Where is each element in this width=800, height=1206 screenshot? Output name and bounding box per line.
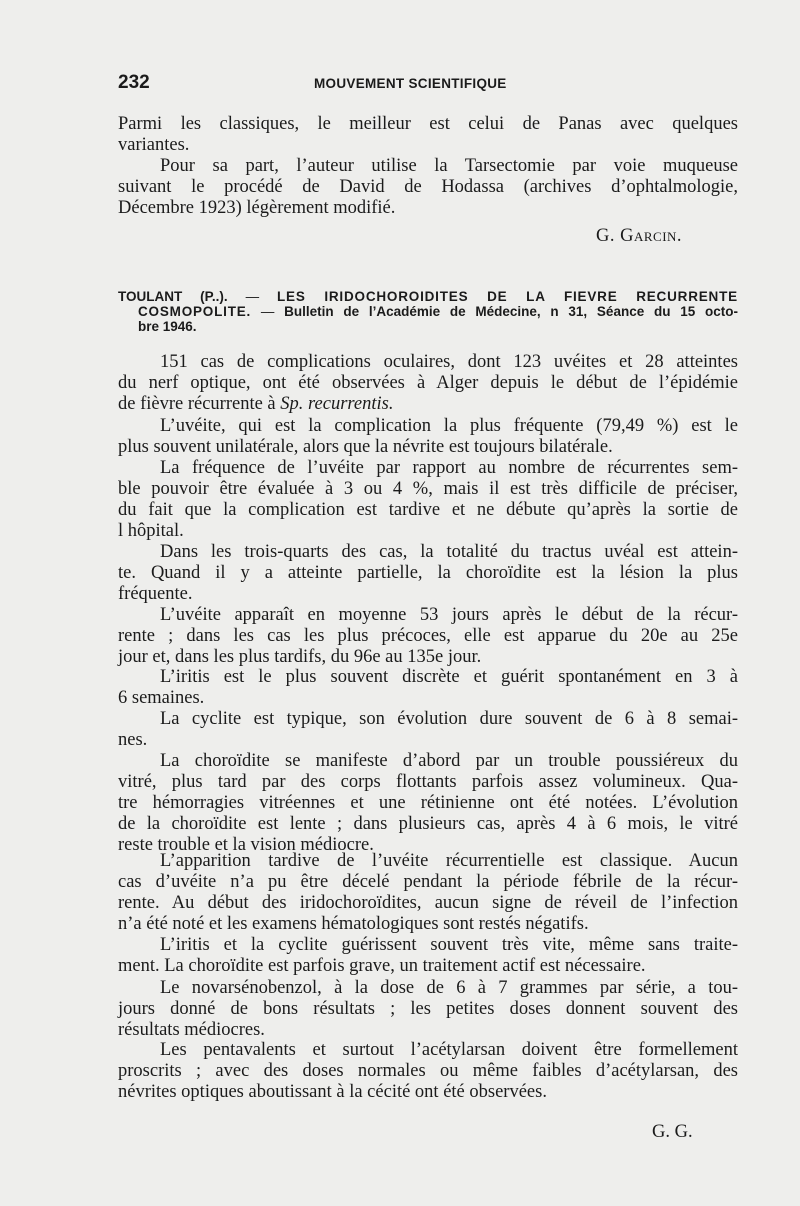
reference-title-cont: COSMOPOLITE. <box>138 304 252 319</box>
paragraph-guerison <box>118 935 738 977</box>
text-line: jours donné de bons résultats ; les petites doses donnent souvent des <box>118 999 738 1019</box>
text-line: rente ; dans les cas les plus précoces, elle est apparue du 20e au 25e <box>118 626 738 646</box>
paragraph-choroidite <box>118 751 738 856</box>
text-line: de la choroïdite est lente ; dans plusieurs cas, après 4 à 6 mois, le vitré <box>118 814 738 834</box>
signature-name: Garcin. <box>620 226 683 246</box>
text-line: L’uvéite, qui est la complication la plus fréquente (79,49 %) est le <box>160 416 738 436</box>
text-line: variantes. <box>118 135 190 155</box>
text-line: vitré, plus tard par des corps flottants parfois assez volumineux. Qua- <box>118 772 738 792</box>
paragraph-frequence <box>118 458 738 542</box>
text-line <box>118 394 738 415</box>
reference-line-3: bre 1946. <box>138 319 197 334</box>
signature-garcin <box>596 226 682 247</box>
text-line: ble pouvoir être évaluée à 3 ou 4 %, mais il est très difficile de préciser, <box>118 479 738 499</box>
reference-dash: — <box>245 289 260 304</box>
text-line: suivant le procédé de David de Hodassa (archives d’ophtalmologie, <box>118 177 738 197</box>
text-line: l hôpital. <box>118 521 184 541</box>
text-line: proscrits ; avec des doses normales ou même faibles d’acétylarsan, des <box>118 1061 738 1081</box>
text-line: névrites optiques aboutissant à la cécité ont été observées. <box>118 1082 547 1102</box>
article-reference <box>118 289 738 334</box>
reference-dash: — <box>260 304 275 319</box>
text-line: Le novarsénobenzol, à la dose de 6 à 7 grammes par série, a tou- <box>160 978 738 998</box>
text-line: n’a été noté et les examens hématologiques sont restés négatifs. <box>118 914 589 934</box>
running-head <box>118 72 738 96</box>
text-line: résultats médiocres. <box>118 1020 265 1040</box>
text-line: jour et, dans les plus tardifs, du 96e au 135e jour. <box>118 647 482 667</box>
reference-title: LES IRIDOCHOROIDITES DE LA FIEVRE RECURRENTE <box>276 289 738 304</box>
text-line: Les pentavalents et surtout l’acétylarsan doivent être formellement <box>160 1040 738 1060</box>
text-line: L’iritis est le plus souvent discrète et guérit spontanément en 3 à <box>160 667 738 687</box>
text-line: reste trouble et la vision médiocre. <box>118 835 374 855</box>
paragraph-trois-quarts <box>118 542 738 605</box>
text-line: L’apparition tardive de l’uvéite récurrentielle est classique. Aucun <box>160 851 738 871</box>
paragraph-iritis <box>118 667 738 709</box>
text-line: La choroïdite se manifeste d’abord par un trouble poussiéreux du <box>160 751 738 771</box>
reference-author: TOULANT (P..). <box>118 289 228 304</box>
text-line: Parmi les classiques, le meilleur est celui de Panas avec quelques <box>118 114 738 134</box>
text-line: nes. <box>118 730 148 750</box>
text-line: plus souvent unilatérale, alors que la névrite est toujours bilatérale. <box>118 437 613 457</box>
text-line: Décembre 1923) légèrement modifié. <box>118 198 396 218</box>
text-line: L’iritis et la cyclite guérissent souvent très vite, même sans traite- <box>160 935 738 955</box>
paragraph-auteur <box>118 156 738 219</box>
paragraph-novarsenobenzol <box>118 978 738 1041</box>
text-line: ment. La choroïdite est parfois grave, un traitement actif est nécessaire. <box>118 956 646 976</box>
text-line: L’uvéite apparaît en moyenne 53 jours après le début de la récur- <box>160 605 738 625</box>
paragraph-pentavalents <box>118 1040 738 1103</box>
running-title: MOUVEMENT SCIENTIFIQUE <box>314 76 507 91</box>
text-line: 151 cas de complications oculaires, dont 123 uvéites et 28 atteintes <box>160 352 738 372</box>
paragraph-apparition-uveite <box>118 605 738 668</box>
text-line: Dans les trois-quarts des cas, la totalité du tractus uvéal est attein- <box>160 542 738 562</box>
text-line: du nerf optique, ont été observées à Alger depuis le début de l’épidémie <box>118 373 738 393</box>
text-line: cas d’uvéite n’a pu être décelé pendant la période fébrile de la récur- <box>118 872 738 892</box>
text-line: La cyclite est typique, son évolution dure souvent de 6 à 8 semai- <box>160 709 738 729</box>
species-name: Sp. recurrentis. <box>280 394 394 414</box>
text-line: fréquente. <box>118 584 193 604</box>
reference-source: Bulletin de l’Académie de Médecine, n 31, Séance du 15 octo- <box>284 304 738 319</box>
text-line: La fréquence de l’uvéite par rapport au nombre de récurrentes sem- <box>160 458 738 478</box>
text-fragment: de fièvre récurrente à <box>118 394 281 414</box>
paragraph-classiques <box>118 114 738 156</box>
signature-gg: G. G. <box>652 1122 693 1142</box>
paragraph-151-cas <box>118 352 738 415</box>
paragraph-apparition-tardive <box>118 851 738 935</box>
text-line: du fait que la complication est tardive et ne débute qu’après la sortie de <box>118 500 738 520</box>
text-line: Pour sa part, l’auteur utilise la Tarsectomie par voie muqueuse <box>160 156 738 176</box>
signature-initial: G. <box>596 226 615 246</box>
text-line: 6 semaines. <box>118 688 205 708</box>
reference-line-2 <box>118 304 738 319</box>
page-number: 232 <box>118 72 150 93</box>
reference-line-1 <box>118 289 738 304</box>
text-line: rente. Au début des iridochoroïdites, aucun signe de réveil de l’infection <box>118 893 738 913</box>
paragraph-uveite <box>118 416 738 458</box>
paragraph-cyclite <box>118 709 738 751</box>
text-line: tre hémorragies vitréennes et une rétinienne ont été notées. L’évolution <box>118 793 738 813</box>
text-line: te. Quand il y a atteinte partielle, la choroïdite est la lésion la plus <box>118 563 738 583</box>
